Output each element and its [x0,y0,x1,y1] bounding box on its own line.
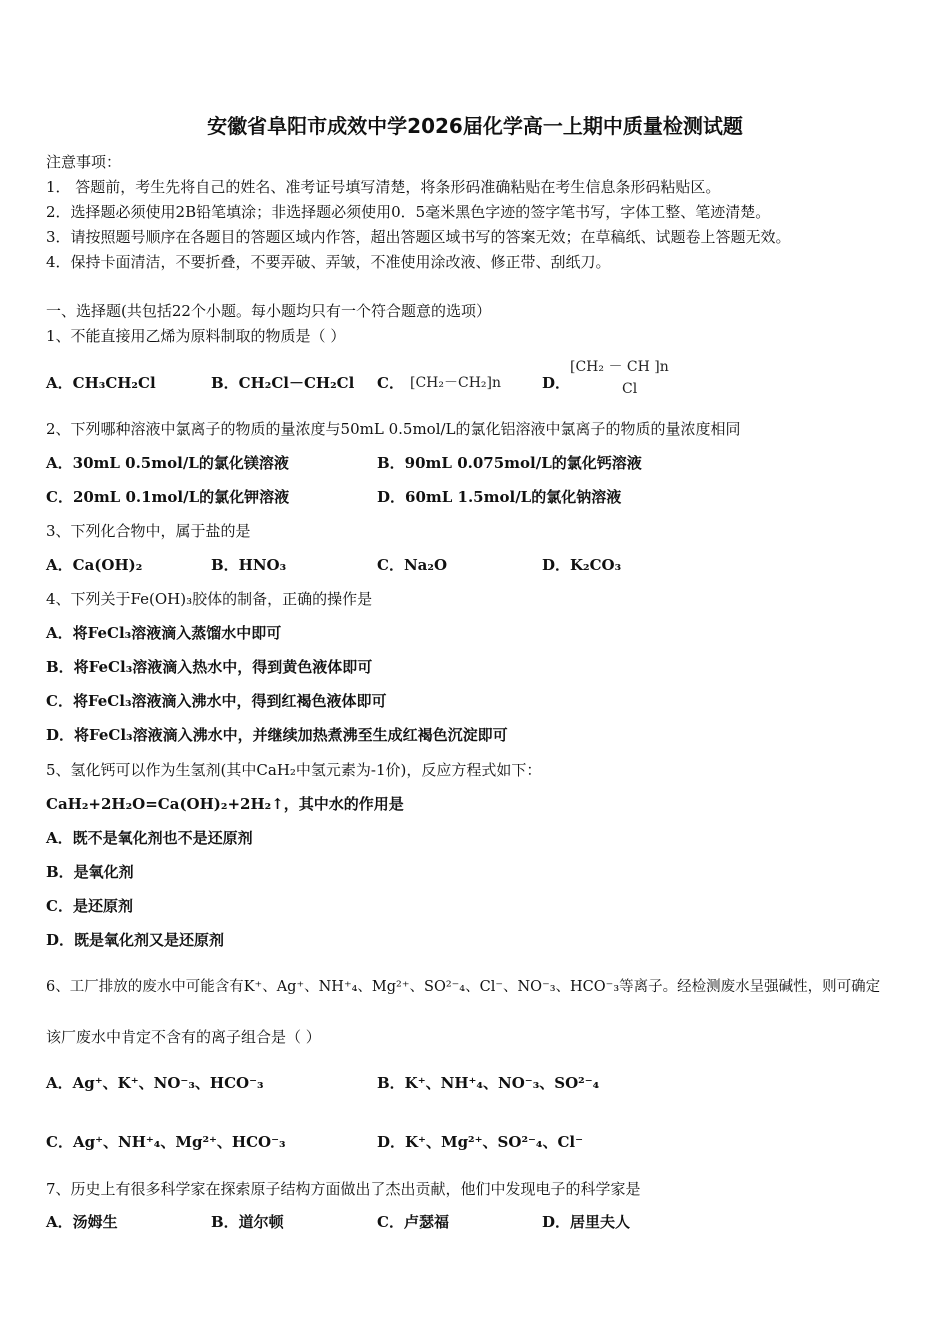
q6-option-d: D．K⁺、Mg²⁺、SO²⁻₄、Cl⁻ [377,1133,584,1151]
page-title: 安徽省阜阳市成效中学2026届化学高一上期中质量检测试题 [207,114,743,138]
q6-option-b: B．K⁺、NH⁺₄、NO⁻₃、SO²⁻₄ [377,1074,600,1092]
q4-option-d: D．将FeCl₃溶液滴入沸水中，并继续加热煮沸至生成红褐色沉淀即可 [46,726,508,744]
q5-option-d: D．既是氧化剂又是还原剂 [46,931,225,949]
q4-option-a: A．将FeCl₃溶液滴入蒸馏水中即可 [46,624,282,642]
notice-heading: 注意事项： [46,153,122,171]
notice-item-1: 1． 答题前，考生先将自己的姓名、准考证号填写清楚，将条形码准确粘贴在考生信息条形码粘贴区。 [46,178,721,196]
q1-option-c-label: C． [377,374,404,392]
question-3-stem: 3、下列化合物中，属于盐的是 [46,522,251,540]
q2-option-b: B．90mL 0.075mol/L的氯化钙溶液 [377,454,642,472]
question-1-stem: 1、不能直接用乙烯为原料制取的物质是（ ） [46,327,346,345]
notice-item-3: 3．请按照题号顺序在各题目的答题区域内作答，超出答题区域书写的答案无效；在草稿纸、试题卷上答题无效。 [46,228,791,246]
question-2-stem: 2、下列哪种溶液中氯离子的物质的量浓度与50mL 0.5mol/L的氯化铝溶液中氯离子的物质的量浓度相同 [46,420,741,438]
q1-option-d-pvc-formula-bottom: Cl [622,381,638,397]
q5-option-a: A．既不是氧化剂也不是还原剂 [46,829,253,847]
section-heading: 一、选择题(共包括22个小题。每小题均只有一个符合题意的选项） [46,302,491,320]
q5-option-c: C．是还原剂 [46,897,133,915]
q1-option-b: B．CH₂Cl－CH₂Cl [211,374,355,392]
q4-option-c: C．将FeCl₃溶液滴入沸水中，得到红褐色液体即可 [46,692,387,710]
q7-option-d: D．居里夫人 [542,1213,631,1231]
question-6-stem-line-1: 6、工厂排放的废水中可能含有K⁺、Ag⁺、NH⁺₄、Mg²⁺、SO²⁻₄、Cl⁻、NO⁻₃、HCO⁻₃等离子。经检测废水呈强碱性，则可确定 [46,979,881,995]
q1-option-a: A．CH₃CH₂Cl [46,374,156,392]
q3-option-c: C．Na₂O [377,556,448,574]
q3-option-a: A．Ca(OH)₂ [46,556,143,574]
notice-item-4: 4．保持卡面清洁，不要折叠，不要弄破、弄皱，不准使用涂改液、修正带、刮纸刀。 [46,253,611,271]
notice-item-2: 2．选择题必须使用2B铅笔填涂；非选择题必须使用0．5毫米黑色字迹的签字笔书写，字体工整、笔迹清楚。 [46,203,771,221]
q2-option-c: C．20mL 0.1mol/L的氯化钾溶液 [46,488,290,506]
q3-option-b: B．HNO₃ [211,556,287,574]
q1-option-d-label: D． [542,374,571,392]
question-5-stem: 5、氢化钙可以作为生氢剂(其中CaH₂中氢元素为-1价)，反应方程式如下： [46,761,542,779]
q7-option-a: A．汤姆生 [46,1213,118,1231]
q6-option-a: A．Ag⁺、K⁺、NO⁻₃、HCO⁻₃ [46,1074,264,1092]
q1-option-c-polyethylene-formula: [CH₂－CH₂]n [410,375,502,391]
q5-option-b: B．是氧化剂 [46,863,134,881]
q7-option-c: C．卢瑟福 [377,1213,449,1231]
question-7-stem: 7、历史上有很多科学家在探索原子结构方面做出了杰出贡献，他们中发现电子的科学家是 [46,1180,641,1198]
q4-option-b: B．将FeCl₃溶液滴入热水中，得到黄色液体即可 [46,658,373,676]
q5-equation: CaH₂+2H₂O=Ca(OH)₂+2H₂↑，其中水的作用是 [46,795,404,813]
q3-option-d: D．K₂CO₃ [542,556,622,574]
question-6-stem-line-2: 该厂废水中肯定不含有的离子组合是（ ） [46,1028,321,1046]
q2-option-a: A．30mL 0.5mol/L的氯化镁溶液 [46,454,289,472]
q6-option-c: C．Ag⁺、NH⁺₄、Mg²⁺、HCO⁻₃ [46,1133,286,1151]
q2-option-d: D．60mL 1.5mol/L的氯化钠溶液 [377,488,622,506]
q1-option-d-pvc-formula-top: [CH₂ － CH ]n [570,359,669,375]
question-4-stem: 4、下列关于Fe(OH)₃胶体的制备，正确的操作是 [46,590,373,608]
q7-option-b: B．道尔顿 [211,1213,284,1231]
